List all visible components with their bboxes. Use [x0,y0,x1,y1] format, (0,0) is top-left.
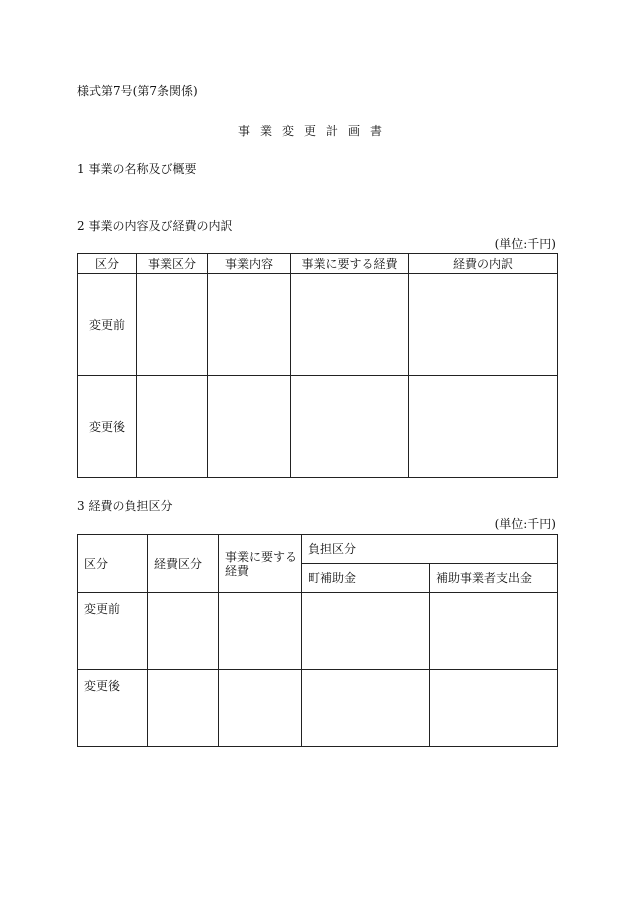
header-category: 区分 [78,254,137,274]
cell-required-cost-before[interactable] [291,274,409,376]
header-required-cost: 事業に要する経費 [219,535,302,593]
header-expense-type: 経費区分 [148,535,219,593]
cell-project-type-before[interactable] [137,274,208,376]
header-town-subsidy: 町補助金 [302,564,430,593]
row-label-before-change: 変更前 [78,593,148,670]
header-project-type: 事業区分 [137,254,208,274]
cell-town-subsidy-before[interactable] [302,593,430,670]
cell-project-content-before[interactable] [208,274,291,376]
row-label-after-change: 変更後 [78,376,137,478]
cell-required-cost-after[interactable] [291,376,409,478]
cell-required-cost-after[interactable] [219,670,302,747]
cell-operator-expense-after[interactable] [430,670,558,747]
header-cost-breakdown: 経費の内訳 [409,254,558,274]
row-label-before-change: 変更前 [78,274,137,376]
header-category: 区分 [78,535,148,593]
header-required-cost: 事業に要する経費 [291,254,409,274]
cell-town-subsidy-after[interactable] [302,670,430,747]
cost-burden-table [77,534,558,747]
expense-breakdown-table [77,253,558,478]
header-project-content: 事業内容 [208,254,291,274]
cell-expense-type-before[interactable] [148,593,219,670]
header-burden-category: 負担区分 [302,535,558,564]
cell-project-content-after[interactable] [208,376,291,478]
section1-heading: 1 事業の名称及び概要 [77,162,197,176]
cell-operator-expense-before[interactable] [430,593,558,670]
cell-expense-type-after[interactable] [148,670,219,747]
form-number: 様式第7号(第7条関係) [77,84,198,98]
cell-project-type-after[interactable] [137,376,208,478]
section2-unit-label: (単位:千円) [494,237,556,251]
document-title: 事業変更計画書 [237,124,392,138]
cell-required-cost-before[interactable] [219,593,302,670]
section2-heading: 2 事業の内容及び経費の内訳 [77,219,233,233]
header-operator-expense: 補助事業者支出金 [430,564,558,593]
cell-cost-breakdown-after[interactable] [409,376,558,478]
section3-unit-label: (単位:千円) [494,517,556,531]
section3-heading: 3 経費の負担区分 [77,499,173,513]
row-label-after-change: 変更後 [78,670,148,747]
cell-cost-breakdown-before[interactable] [409,274,558,376]
